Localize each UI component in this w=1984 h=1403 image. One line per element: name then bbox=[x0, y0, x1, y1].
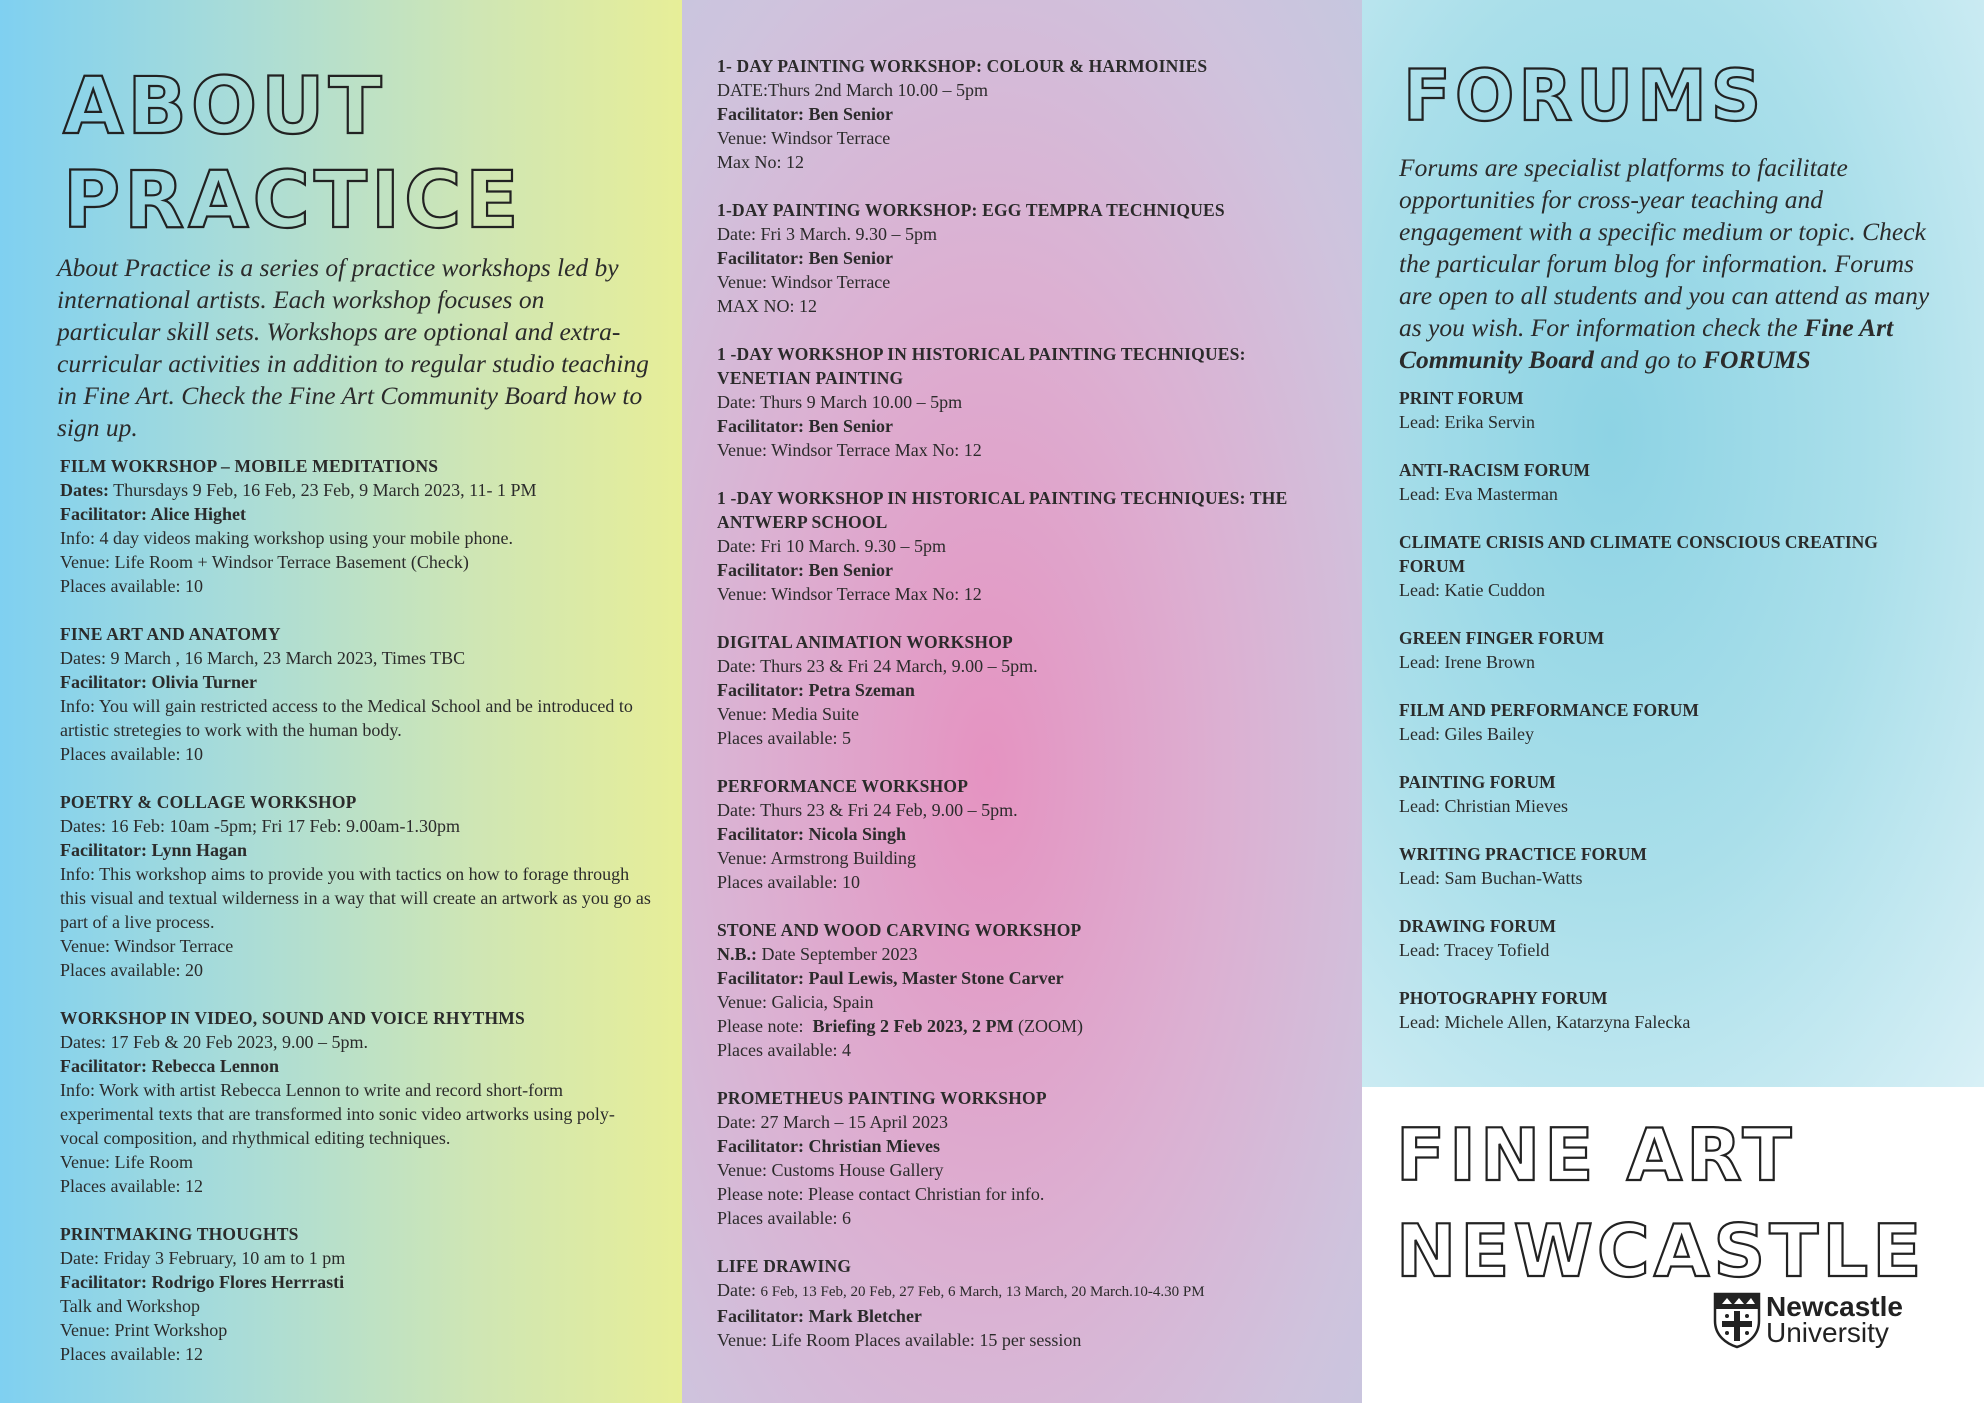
forum-title: DRAWING FORUM bbox=[1399, 916, 1557, 936]
event-dates: Date: Fri 10 March. 9.30 – 5pm bbox=[717, 536, 946, 556]
event-item bbox=[60, 1222, 652, 1366]
event-venue: Venue: Armstrong Building bbox=[717, 848, 916, 868]
event-dates: Dates: 9 March , 16 March, 23 March 2023, Times TBC bbox=[60, 648, 466, 668]
event-places: Places available: 6 bbox=[717, 1208, 851, 1228]
about-intro: About Practice is a series of practice workshops led by international artists. Each workshop focuses on particular skill sets. Workshops are optional and extra-curricular activities in addition to regular studio teaching in Fine Art. Check the Fine Art Community Board how to sign up. bbox=[57, 253, 649, 442]
forum-lead: Lead: Michele Allen, Katarzyna Falecka bbox=[1399, 1012, 1691, 1032]
forum-item bbox=[1399, 626, 1944, 674]
event-dates: Date: Thurs 23 & Fri 24 Feb, 9.00 – 5pm. bbox=[717, 800, 1018, 820]
event-venue: Venue: Windsor Terrace bbox=[717, 272, 891, 292]
event-places: MAX NO: 12 bbox=[717, 296, 818, 316]
event-title: POETRY & COLLAGE WORKSHOP bbox=[60, 792, 357, 812]
event-dates: Thursdays 9 Feb, 16 Feb, 23 Feb, 9 March 2023, 11- 1 PM bbox=[113, 480, 537, 500]
forum-title: WRITING PRACTICE FORUM bbox=[1399, 844, 1647, 864]
forum-item bbox=[1399, 530, 1944, 602]
forum-lead: Lead: Giles Bailey bbox=[1399, 724, 1534, 744]
event-title: PERFORMANCE WORKSHOP bbox=[717, 776, 969, 796]
forums-intro-board: Fine Art Community Board bbox=[1399, 313, 1894, 374]
event-item bbox=[717, 630, 1322, 750]
event-places: Places available: 12 bbox=[60, 1176, 203, 1196]
fine-art-newcastle-block bbox=[1362, 1087, 1984, 1403]
logo-wordmark bbox=[1766, 1291, 1903, 1348]
university-crest-icon bbox=[1712, 1291, 1762, 1349]
forum-lead: Lead: Eva Masterman bbox=[1399, 484, 1558, 504]
event-venue: Venue: Customs House Gallery bbox=[717, 1160, 944, 1180]
fine-art-newcastle-title bbox=[1396, 1107, 1984, 1299]
forum-lead: Lead: Katie Cuddon bbox=[1399, 580, 1545, 600]
event-nb-label: N.B.: bbox=[717, 944, 757, 964]
event-title: PROMETHEUS PAINTING WORKSHOP bbox=[717, 1088, 1047, 1108]
event-nb: Date September 2023 bbox=[761, 944, 918, 964]
event-info: Info: You will gain restricted access to the Medical School and be introduced to artistic stretegies to work with the human body. bbox=[60, 696, 633, 740]
event-places: Places available: 4 bbox=[717, 1040, 851, 1060]
event-places: Places available: 20 bbox=[60, 960, 203, 980]
logo-line1: Newcastle bbox=[1766, 1291, 1903, 1322]
forum-title: GREEN FINGER FORUM bbox=[1399, 628, 1605, 648]
forums-intro-forums: FORUMS bbox=[1702, 345, 1811, 374]
event-item bbox=[60, 1006, 652, 1198]
fine-title-line1: FINE ART bbox=[1396, 1113, 1796, 1197]
event-facilitator: Facilitator: Mark Bletcher bbox=[717, 1306, 922, 1326]
event-dates: 6 Feb, 13 Feb, 20 Feb, 27 Feb, 6 March, 13 March, 20 March.10-4.30 PM bbox=[760, 1284, 1205, 1300]
event-facilitator: Facilitator: Paul Lewis, Master Stone Carver bbox=[717, 968, 1064, 988]
forum-item bbox=[1399, 698, 1944, 746]
event-item bbox=[717, 198, 1322, 318]
event-item bbox=[60, 790, 652, 982]
event-dates: Date: Thurs 23 & Fri 24 March, 9.00 – 5pm. bbox=[717, 656, 1038, 676]
event-venue: Venue: Life Room bbox=[60, 1152, 193, 1172]
event-dates: Dates: 16 Feb: 10am -5pm; Fri 17 Feb: 9.00am-1.30pm bbox=[60, 816, 460, 836]
forum-lead: Lead: Irene Brown bbox=[1399, 652, 1535, 672]
event-venue: Venue: Windsor Terrace bbox=[60, 936, 234, 956]
forums-intro bbox=[1399, 152, 1944, 376]
event-title: FILM WOKRSHOP – MOBILE MEDITATIONS bbox=[60, 456, 439, 476]
event-title: DIGITAL ANIMATION WORKSHOP bbox=[717, 632, 1013, 652]
event-item bbox=[717, 54, 1322, 174]
event-venue: Venue: Print Workshop bbox=[60, 1320, 228, 1340]
event-title: 1-DAY PAINTING WORKSHOP: EGG TEMPRA TECHNIQUES bbox=[717, 200, 1225, 220]
event-facilitator: Facilitator: Ben Senior bbox=[717, 416, 893, 436]
event-info: Info: This workshop aims to provide you with tactics on how to forage through this visual and textual wilderness in a way that will create an artwork as you go as part of a live process. bbox=[60, 864, 651, 932]
event-title: WORKSHOP IN VIDEO, SOUND AND VOICE RHYTHMS bbox=[60, 1008, 525, 1028]
forums-list bbox=[1399, 386, 1944, 1034]
event-info: Info: 4 day videos making workshop using your mobile phone. bbox=[60, 528, 513, 548]
event-note: Please note: Please contact Christian for info. bbox=[717, 1184, 1045, 1204]
event-places: Places available: 10 bbox=[60, 744, 203, 764]
event-venue: Venue: Life Room + Windsor Terrace Basement (Check) bbox=[60, 552, 469, 572]
workshop-events-list bbox=[717, 54, 1322, 1352]
event-item bbox=[717, 342, 1322, 462]
event-facilitator: Facilitator: Rebecca Lennon bbox=[60, 1056, 279, 1076]
event-item bbox=[717, 1254, 1322, 1352]
forum-lead: Lead: Christian Mieves bbox=[1399, 796, 1568, 816]
about-practice-panel bbox=[0, 0, 682, 1403]
event-title: FINE ART AND ANATOMY bbox=[60, 624, 281, 644]
about-title-line2: PRACTICE bbox=[63, 156, 523, 246]
event-item bbox=[717, 1086, 1322, 1230]
fine-title-line2: NEWCASTLE bbox=[1396, 1209, 1926, 1293]
forum-item bbox=[1399, 986, 1944, 1034]
forum-item bbox=[1399, 770, 1944, 818]
event-title: 1 -DAY WORKSHOP IN HISTORICAL PAINTING TECHNIQUES: THE ANTWERP SCHOOL bbox=[717, 488, 1288, 532]
about-events-list bbox=[60, 454, 652, 1366]
event-dates-label: Date: bbox=[717, 1280, 756, 1300]
event-places: Places available: 5 bbox=[717, 728, 851, 748]
event-title: 1- DAY PAINTING WORKSHOP: COLOUR & HARMOINIES bbox=[717, 56, 1208, 76]
event-item bbox=[60, 454, 652, 598]
event-venue: Venue: Media Suite bbox=[717, 704, 859, 724]
event-item bbox=[60, 622, 652, 766]
forum-item bbox=[1399, 842, 1944, 890]
event-dates-label: Dates: bbox=[60, 480, 109, 500]
event-item bbox=[717, 486, 1322, 606]
about-practice-title bbox=[63, 60, 652, 248]
forum-title: CLIMATE CRISIS AND CLIMATE CONSCIOUS CREATING FORUM bbox=[1399, 532, 1878, 576]
forums-intro-text2: and go to bbox=[1593, 345, 1703, 374]
event-dates: Date: Friday 3 February, 10 am to 1 pm bbox=[60, 1248, 346, 1268]
event-facilitator: Facilitator: Ben Senior bbox=[717, 560, 893, 580]
event-title: PRINTMAKING THOUGHTS bbox=[60, 1224, 299, 1244]
newcastle-university-logo bbox=[1712, 1291, 1903, 1349]
forum-lead: Lead: Erika Servin bbox=[1399, 412, 1535, 432]
forums-title: FORUMS bbox=[1403, 55, 1766, 137]
event-dates: DATE:Thurs 2nd March 10.00 – 5pm bbox=[717, 80, 988, 100]
event-places: Places available: 10 bbox=[60, 576, 203, 596]
event-venue: Venue: Galicia, Spain bbox=[717, 992, 874, 1012]
forum-title: FILM AND PERFORMANCE FORUM bbox=[1399, 700, 1699, 720]
event-info: Info: Work with artist Rebecca Lennon to write and record short-form experimental texts that are transformed into sonic video artworks using poly-vocal composition, and rhythmical editing techniques. bbox=[60, 1080, 615, 1148]
event-note-bold: Briefing 2 Feb 2023, 2 PM bbox=[812, 1016, 1014, 1036]
event-facilitator: Facilitator: Ben Senior bbox=[717, 104, 893, 124]
event-facilitator: Facilitator: Nicola Singh bbox=[717, 824, 906, 844]
event-dates: Date: 27 March – 15 April 2023 bbox=[717, 1112, 948, 1132]
event-note-label: Please note: bbox=[717, 1016, 804, 1036]
event-dates: Date: Thurs 9 March 10.00 – 5pm bbox=[717, 392, 963, 412]
forums-panel bbox=[1362, 0, 1984, 1087]
event-places: Places available: 12 bbox=[60, 1344, 203, 1364]
forum-item bbox=[1399, 458, 1944, 506]
event-places: Max No: 12 bbox=[717, 152, 804, 172]
event-venue: Venue: Windsor Terrace Max No: 12 bbox=[717, 440, 982, 460]
forum-title: PHOTOGRAPHY FORUM bbox=[1399, 988, 1608, 1008]
event-facilitator: Facilitator: Christian Mieves bbox=[717, 1136, 940, 1156]
event-facilitator: Facilitator: Petra Szeman bbox=[717, 680, 915, 700]
event-item bbox=[717, 774, 1322, 894]
event-note-rest: (ZOOM) bbox=[1017, 1016, 1083, 1036]
event-facilitator: Facilitator: Ben Senior bbox=[717, 248, 893, 268]
event-dates: Dates: 17 Feb & 20 Feb 2023, 9.00 – 5pm. bbox=[60, 1032, 368, 1052]
forum-title: PRINT FORUM bbox=[1399, 388, 1524, 408]
event-venue: Venue: Windsor Terrace bbox=[717, 128, 891, 148]
event-title: LIFE DRAWING bbox=[717, 1256, 852, 1276]
logo-line2: University bbox=[1766, 1317, 1889, 1348]
forum-title: ANTI-RACISM FORUM bbox=[1399, 460, 1591, 480]
event-venue: Venue: Life Room Places available: 15 per session bbox=[717, 1330, 1082, 1350]
forum-item bbox=[1399, 386, 1944, 434]
forum-item bbox=[1399, 914, 1944, 962]
event-title: 1 -DAY WORKSHOP IN HISTORICAL PAINTING TECHNIQUES: VENETIAN PAINTING bbox=[717, 344, 1246, 388]
forum-title: PAINTING FORUM bbox=[1399, 772, 1556, 792]
event-title: STONE AND WOOD CARVING WORKSHOP bbox=[717, 920, 1082, 940]
event-venue: Venue: Windsor Terrace Max No: 12 bbox=[717, 584, 982, 604]
event-facilitator: Facilitator: Alice Highet bbox=[60, 504, 246, 524]
about-title-line1: ABOUT bbox=[63, 62, 386, 152]
forums-intro-text: Forums are specialist platforms to facilitate opportunities for cross-year teaching and engagement with a specific medium or topic. Check the particular forum blog for information. Forums are open to all students and you can attend as many as you wish. For information check the bbox=[1399, 153, 1930, 342]
event-facilitator: Facilitator: Olivia Turner bbox=[60, 672, 257, 692]
event-facilitator: Facilitator: Rodrigo Flores Herrrasti bbox=[60, 1272, 345, 1292]
workshops-panel bbox=[682, 0, 1362, 1403]
event-dates: Date: Fri 3 March. 9.30 – 5pm bbox=[717, 224, 937, 244]
event-places: Places available: 10 bbox=[717, 872, 860, 892]
event-info: Talk and Workshop bbox=[60, 1296, 200, 1316]
forum-lead: Lead: Tracey Tofield bbox=[1399, 940, 1550, 960]
forum-lead: Lead: Sam Buchan-Watts bbox=[1399, 868, 1583, 888]
event-item bbox=[717, 918, 1322, 1062]
event-facilitator: Facilitator: Lynn Hagan bbox=[60, 840, 248, 860]
